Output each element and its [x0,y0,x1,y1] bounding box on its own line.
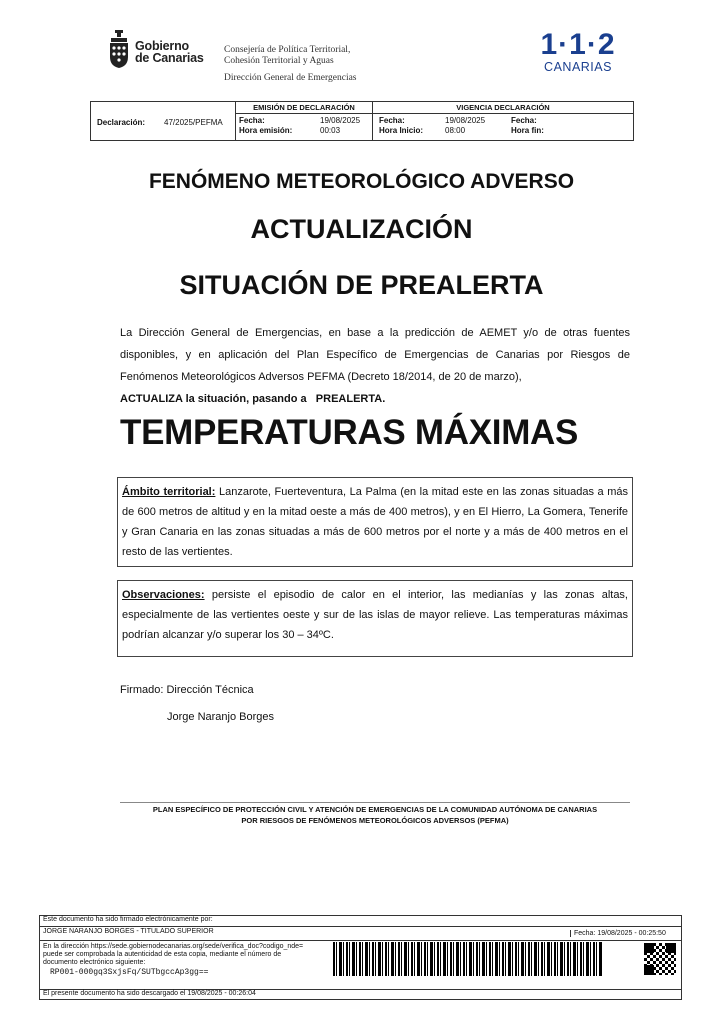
emision-block [235,102,372,140]
emision-hora: 00:03 [320,126,341,135]
sig-downloaded: El presente documento ha sido descargado el 19/08/2025 - 00:26:04 [43,990,256,997]
qr-code-icon [644,943,676,975]
title-fenomeno: FENÓMENO METEOROLÓGICO ADVERSO [148,170,575,193]
firmado-line: Firmado: Dirección Técnica [120,684,254,696]
gobierno-canarias-logo [108,30,208,74]
emision-hora-label: Hora emisión: [239,126,293,135]
phenomenon-title: TEMPERATURAS MÁXIMAS [120,413,579,452]
sig-code: RP001-000gq3SxjsFq/SUTbgccAp3gg== [50,968,209,977]
sig-line1: Este documento ha sido firmado electrónicamente por: [43,916,213,923]
emision-header: EMISIÓN DE DECLARACIÓN [236,102,372,114]
vigencia-fecha-fin-label: Fecha: [511,116,537,125]
sig-verify-3: documento electrónico siguiente: [43,959,146,966]
logo-112-canarias [538,30,618,74]
plan-divider [120,802,630,803]
plan-line1: PLAN ESPECÍFICO DE PROTECCIÓN CIVIL Y ATENCIÓN DE EMERGENCIAS DE LA COMUNIDAD AUTÓNOMA DE CANARIAS [152,805,598,814]
sig-row-2 [40,926,681,941]
intro-bold-text: ACTUALIZA la situación, pasando a [120,393,307,405]
signature-box [39,915,682,1000]
observaciones-box [117,580,633,657]
emision-fecha-label: Fecha: [239,116,265,125]
ambito-text: Lanzarote, Fuerteventura, La Palma (en la mitad este en las zonas situadas a más de 600 metros de altitud y en la mitad oeste a más de 400 metros), y en El Hierro, La Gomera, Tenerife y Gran Canaria en las zonas situadas a más de 600 metros por el norte y a más de 400 metros en el resto de las vertientes. [122,486,629,558]
firmante-name: Jorge Naranjo Borges [167,711,275,723]
sig-signer: JORGE NARANJO BORGES - TITULADO SUPERIOR [43,928,214,935]
intro-bold-state: PREALERTA. [315,393,386,405]
ambito-box [117,477,633,567]
observaciones-text: persiste el episodio de calor en el interior, las medianías y las zonas altas, especialmente de las vertientes oeste y sur de las islas de mayor relieve. Las temperaturas máximas podrían alcanzar y/o superar los 30 – 34ºC. [122,589,628,641]
vigencia-hora-inicio-label: Hora Inicio: [379,126,424,135]
title-situacion: SITUACIÓN DE PREALERTA [179,270,544,300]
declaracion-label: Declaración: [97,118,146,127]
consejeria-line1: Consejería de Política Territorial, [224,45,351,55]
logo-112-text: CANARIAS [544,60,612,74]
barcode-icon [333,942,603,976]
emision-fecha: 19/08/2025 [320,116,361,125]
sig-verify-2: puede ser comprobada la autenticidad de esta copia, mediante el número de [43,951,282,958]
declaration-table [90,101,634,141]
plan-line2: POR RIESGOS DE FENÓMENOS METEOROLÓGICOS ADVERSOS (PEFMA) [241,816,509,825]
sig-fecha: Fecha: 19/08/2025 - 00:25:50 [570,930,666,937]
gobierno-name [135,40,204,64]
ambito-label: Ámbito territorial: [122,486,216,498]
title-actualizacion: ACTUALIZACIÓN [250,214,473,244]
plan-footer [100,804,650,826]
gobierno-line1: Gobierno [135,39,189,53]
direccion-general: Dirección General de Emergencias [224,73,357,83]
vigencia-block [372,102,633,140]
vigencia-hora-fin-label: Hora fin: [511,126,544,135]
coat-of-arms-icon [108,30,130,70]
vigencia-fecha: 19/08/2025 [445,116,486,125]
logo-112-number: 1·1·2 [540,28,616,61]
declaracion-value: 47/2025/PEFMA [164,118,223,127]
gobierno-line2: de Canarias [135,51,204,65]
intro-text: La Dirección General de Emergencias, en base a la predicción de AEMET y/o de otras fuentes disponibles, y en aplicación del Plan Específico de Emergencias de Canarias por Riesgos de Fenómenos Meteorológicos Adversos PEFMA (Decreto 18/2014, de 20 de marzo), [120,327,630,383]
observaciones-label: Observaciones: [122,589,205,601]
consejeria-line2: Cohesión Territorial y Aguas [224,56,334,66]
vigencia-fecha-label: Fecha: [379,116,405,125]
vigencia-hora-inicio: 08:00 [445,126,466,135]
sig-verify-1: En la dirección https://sede.gobiernodecanarias.org/sede/verifica_doc?codigo_nde= [43,943,304,950]
vigencia-header: VIGENCIA DECLARACIÓN [373,102,633,114]
intro-paragraph [120,322,630,410]
consejeria [224,45,350,67]
